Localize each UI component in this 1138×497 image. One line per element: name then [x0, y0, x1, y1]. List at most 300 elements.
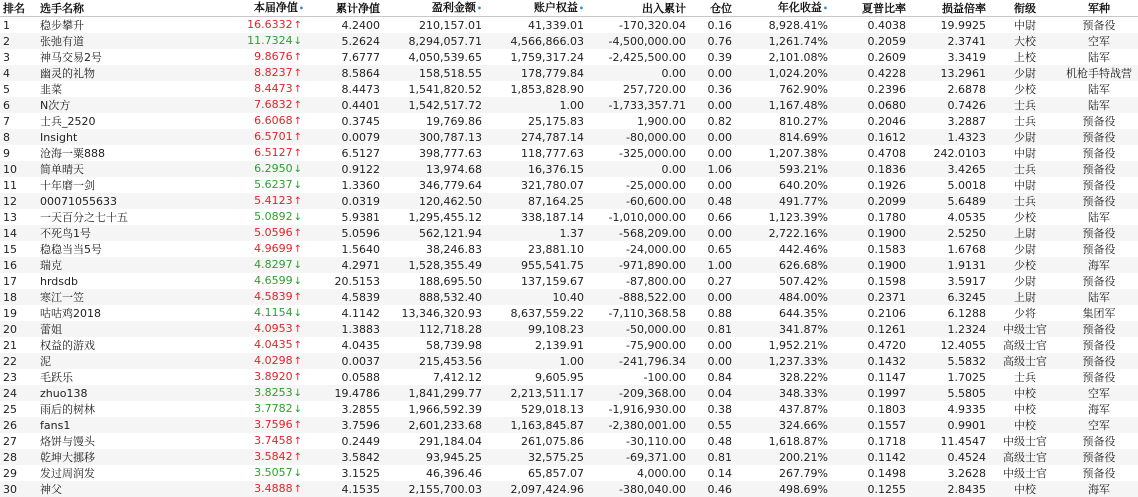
- cell-pl-ratio: 5.6489: [910, 193, 990, 209]
- cell-rank-title: 少尉: [990, 129, 1060, 145]
- cell-position: 0.36: [690, 81, 736, 97]
- cell-rank-title: 中尉: [990, 145, 1060, 161]
- arrow-up-icon: ↑: [294, 148, 302, 159]
- cell-corps: 预备役: [1060, 145, 1138, 161]
- table-row[interactable]: [0, 257, 1138, 273]
- cell-flow: 257,720.00: [588, 81, 690, 97]
- cell-cum-nav: 4.2400: [308, 17, 384, 34]
- table-row[interactable]: [0, 17, 1138, 34]
- header-sharpe[interactable]: 夏普比率: [832, 0, 910, 17]
- cell-position: 0.00: [690, 97, 736, 113]
- cell-annual: 341.87%: [736, 321, 832, 337]
- header-rank-title[interactable]: 衔级: [990, 0, 1060, 17]
- cell-rank: 13: [0, 209, 36, 225]
- cell-equity: 9,605.95: [486, 369, 588, 385]
- table-row[interactable]: [0, 145, 1138, 161]
- cell-sharpe: 0.1261: [832, 321, 910, 337]
- cell-cum-nav: 3.2855: [308, 401, 384, 417]
- cell-sharpe: 0.1900: [832, 225, 910, 241]
- cell-nav: [204, 241, 308, 257]
- arrow-down-icon: ↓: [294, 164, 302, 175]
- nav-value: 3.4888: [254, 482, 293, 495]
- cell-equity: 2,139.91: [486, 337, 588, 353]
- cell-profit: 1,542,517.72: [384, 97, 486, 113]
- cell-annual: 1,167.48%: [736, 97, 832, 113]
- cell-player-name[interactable]: 雨后的树林: [36, 401, 204, 417]
- cell-position: 0.65: [690, 241, 736, 257]
- cell-flow: -1,010,000.00: [588, 209, 690, 225]
- header-pl-ratio[interactable]: 损益倍率: [910, 0, 990, 17]
- cell-cum-nav: 1.3883: [308, 321, 384, 337]
- table-row[interactable]: [0, 337, 1138, 353]
- cell-position: 0.46: [690, 481, 736, 497]
- cell-pl-ratio: 13.2961: [910, 65, 990, 81]
- cell-player-name[interactable]: 神马交易2号: [36, 49, 204, 65]
- cell-profit: 210,157.01: [384, 17, 486, 34]
- cell-annual: 2,722.16%: [736, 225, 832, 241]
- cell-position: 1.00: [690, 257, 736, 273]
- nav-value: 6.2950: [254, 162, 293, 175]
- cell-nav: [204, 81, 308, 97]
- header-equity[interactable]: 账户权益•: [486, 0, 588, 17]
- cell-rank: 25: [0, 401, 36, 417]
- cell-player-name[interactable]: 稳稳当当5号: [36, 241, 204, 257]
- cell-cum-nav: 6.5127: [308, 145, 384, 161]
- cell-sharpe: 0.1997: [832, 385, 910, 401]
- cell-sharpe: 0.1803: [832, 401, 910, 417]
- header-corps[interactable]: 军种: [1060, 0, 1138, 17]
- table-row[interactable]: [0, 481, 1138, 497]
- arrow-down-icon: ↓: [294, 276, 302, 287]
- nav-value: 6.6068: [254, 114, 293, 127]
- cell-cum-nav: 0.4401: [308, 97, 384, 113]
- cell-rank-title: 中校: [990, 481, 1060, 497]
- cell-flow: -69,371.00: [588, 449, 690, 465]
- cell-flow: -241,796.34: [588, 353, 690, 369]
- cell-sharpe: 0.1598: [832, 273, 910, 289]
- cell-rank-title: 高级士官: [990, 449, 1060, 465]
- cell-flow: -80,000.00: [588, 129, 690, 145]
- cell-nav: [204, 225, 308, 241]
- cell-sharpe: 0.4720: [832, 337, 910, 353]
- cell-pl-ratio: 19.9925: [910, 17, 990, 34]
- cell-corps: 预备役: [1060, 17, 1138, 34]
- cell-flow: -1,916,930.00: [588, 401, 690, 417]
- arrow-up-icon: ↑: [294, 452, 302, 463]
- cell-equity: 178,779.84: [486, 65, 588, 81]
- cell-cum-nav: 4.1142: [308, 305, 384, 321]
- cell-flow: -325,000.00: [588, 145, 690, 161]
- cell-sharpe: 0.1255: [832, 481, 910, 497]
- cell-equity: 1.00: [486, 97, 588, 113]
- cell-sharpe: 0.1926: [832, 177, 910, 193]
- cell-position: 0.38: [690, 401, 736, 417]
- cell-flow: -87,800.00: [588, 273, 690, 289]
- cell-equity: 2,213,511.17: [486, 385, 588, 401]
- cell-rank: 20: [0, 321, 36, 337]
- cell-nav: [204, 17, 308, 34]
- table-row[interactable]: [0, 305, 1138, 321]
- cell-position: 0.84: [690, 369, 736, 385]
- cell-player-name[interactable]: 韭菜: [36, 81, 204, 97]
- cell-equity: 321,780.07: [486, 177, 588, 193]
- sort-indicator-icon: •: [579, 4, 584, 13]
- cell-cum-nav: 3.7596: [308, 417, 384, 433]
- nav-value: 3.8253: [254, 386, 293, 399]
- cell-player-name[interactable]: 沧海一粟888: [36, 145, 204, 161]
- cell-player-name[interactable]: 稳步攀升: [36, 17, 204, 34]
- cell-nav: [204, 465, 308, 481]
- cell-flow: -7,110,368.58: [588, 305, 690, 321]
- cell-flow: -568,209.00: [588, 225, 690, 241]
- cell-annual: 507.42%: [736, 273, 832, 289]
- cell-rank-title: 士兵: [990, 193, 1060, 209]
- cell-corps: 预备役: [1060, 433, 1138, 449]
- cell-pl-ratio: 1.2324: [910, 321, 990, 337]
- cell-rank-title: 士兵: [990, 369, 1060, 385]
- cell-sharpe: 0.2396: [832, 81, 910, 97]
- table-row[interactable]: [0, 417, 1138, 433]
- cell-pl-ratio: 5.5805: [910, 385, 990, 401]
- table-row[interactable]: [0, 113, 1138, 129]
- cell-rank-title: 士兵: [990, 97, 1060, 113]
- cell-position: 0.00: [690, 145, 736, 161]
- cell-cum-nav: 1.3360: [308, 177, 384, 193]
- table-row[interactable]: [0, 465, 1138, 481]
- nav-value: 3.5842: [254, 450, 293, 463]
- nav-value: 4.8297: [254, 258, 293, 271]
- cell-flow: -888,522.00: [588, 289, 690, 305]
- table-row[interactable]: [0, 129, 1138, 145]
- cell-pl-ratio: 1.4323: [910, 129, 990, 145]
- cell-corps: 预备役: [1060, 273, 1138, 289]
- cell-position: 0.81: [690, 449, 736, 465]
- cell-profit: 215,453.56: [384, 353, 486, 369]
- cell-cum-nav: 8.4473: [308, 81, 384, 97]
- cell-nav: [204, 113, 308, 129]
- cell-nav: [204, 481, 308, 497]
- header-flow[interactable]: 出入累计: [588, 0, 690, 17]
- table-row[interactable]: [0, 385, 1138, 401]
- cell-equity: 99,108.23: [486, 321, 588, 337]
- cell-equity: 41,339.01: [486, 17, 588, 34]
- arrow-up-icon: ↑: [294, 52, 302, 63]
- cell-position: 0.82: [690, 113, 736, 129]
- arrow-up-icon: ↑: [294, 196, 302, 207]
- cell-corps: 海军: [1060, 257, 1138, 273]
- cell-pl-ratio: 3.5917: [910, 273, 990, 289]
- cell-corps: 预备役: [1060, 193, 1138, 209]
- cell-corps: 陆军: [1060, 209, 1138, 225]
- cell-player-name[interactable]: 幽灵的礼物: [36, 65, 204, 81]
- cell-flow: 0.00: [588, 65, 690, 81]
- cell-position: 0.48: [690, 433, 736, 449]
- cell-rank-title: 中尉: [990, 177, 1060, 193]
- cell-annual: 1,618.87%: [736, 433, 832, 449]
- cell-rank-title: 中级士官: [990, 433, 1060, 449]
- cell-player-name[interactable]: hrdsdb: [36, 273, 204, 289]
- sort-indicator-icon: •: [477, 4, 482, 13]
- cell-annual: 593.21%: [736, 161, 832, 177]
- cell-rank-title: 上尉: [990, 289, 1060, 305]
- cell-flow: -4,500,000.00: [588, 33, 690, 49]
- nav-value: 3.5057: [254, 466, 293, 479]
- cell-player-name[interactable]: 神父: [36, 481, 204, 497]
- table-row[interactable]: [0, 353, 1138, 369]
- cell-nav: [204, 65, 308, 81]
- nav-value: 4.0298: [254, 354, 293, 367]
- cell-player-name[interactable]: 烙饼与馒头: [36, 433, 204, 449]
- cell-pl-ratio: 0.9901: [910, 417, 990, 433]
- cell-position: 0.00: [690, 337, 736, 353]
- header-cum-nav[interactable]: 累计净值: [308, 0, 384, 17]
- arrow-down-icon: ↓: [294, 404, 302, 415]
- cell-flow: -100.00: [588, 369, 690, 385]
- cell-rank-title: 高级士官: [990, 353, 1060, 369]
- cell-profit: 1,966,592.39: [384, 401, 486, 417]
- table-row[interactable]: [0, 369, 1138, 385]
- table-row[interactable]: [0, 81, 1138, 97]
- cell-nav: [204, 449, 308, 465]
- table-row[interactable]: [0, 49, 1138, 65]
- cell-cum-nav: 0.0588: [308, 369, 384, 385]
- cell-sharpe: 0.2099: [832, 193, 910, 209]
- cell-rank: 24: [0, 385, 36, 401]
- header-name[interactable]: 选手名称: [36, 0, 204, 17]
- cell-player-name[interactable]: zhuo138: [36, 385, 204, 401]
- cell-annual: 267.79%: [736, 465, 832, 481]
- cell-profit: 13,974.68: [384, 161, 486, 177]
- table-row[interactable]: [0, 401, 1138, 417]
- cell-annual: 348.33%: [736, 385, 832, 401]
- arrow-up-icon: ↑: [294, 228, 302, 239]
- cell-player-name[interactable]: 泥: [36, 353, 204, 369]
- cell-nav: [204, 193, 308, 209]
- cell-player-name[interactable]: fans1: [36, 417, 204, 433]
- cell-player-name[interactable]: 蕾姐: [36, 321, 204, 337]
- cell-rank-title: 中校: [990, 385, 1060, 401]
- cell-pl-ratio: 2.8435: [910, 481, 990, 497]
- cell-flow: -380,040.00: [588, 481, 690, 497]
- header-rank[interactable]: 排名: [0, 0, 36, 17]
- cell-annual: 8,928.41%: [736, 17, 832, 34]
- cell-sharpe: 0.2609: [832, 49, 910, 65]
- nav-value: 3.8920: [254, 370, 293, 383]
- cell-player-name[interactable]: 寒江一笠: [36, 289, 204, 305]
- cell-nav: [204, 321, 308, 337]
- cell-rank: 21: [0, 337, 36, 353]
- cell-corps: 陆军: [1060, 49, 1138, 65]
- cell-profit: 46,396.46: [384, 465, 486, 481]
- cell-rank-title: 少尉: [990, 241, 1060, 257]
- cell-flow: -25,000.00: [588, 177, 690, 193]
- cell-player-name[interactable]: 00071055633: [36, 193, 204, 209]
- cell-flow: -24,000.00: [588, 241, 690, 257]
- table-header-row: [0, 0, 1138, 17]
- cell-player-name[interactable]: 士兵_2520: [36, 113, 204, 129]
- cell-flow: -30,110.00: [588, 433, 690, 449]
- cell-rank: 1: [0, 17, 36, 34]
- cell-position: 0.39: [690, 49, 736, 65]
- cell-equity: 1.00: [486, 353, 588, 369]
- cell-rank-title: 少将: [990, 305, 1060, 321]
- cell-player-name[interactable]: 权益的游戏: [36, 337, 204, 353]
- cell-position: 0.00: [690, 225, 736, 241]
- cell-nav: [204, 177, 308, 193]
- arrow-up-icon: ↑: [294, 68, 302, 79]
- cell-sharpe: 0.4228: [832, 65, 910, 81]
- cell-position: 0.66: [690, 209, 736, 225]
- cell-player-name[interactable]: 张弛有道: [36, 33, 204, 49]
- cell-player-name[interactable]: 十年磨一剑: [36, 177, 204, 193]
- table-row[interactable]: [0, 433, 1138, 449]
- arrow-down-icon: ↓: [294, 212, 302, 223]
- cell-profit: 300,787.13: [384, 129, 486, 145]
- cell-position: 0.00: [690, 289, 736, 305]
- cell-player-name[interactable]: Insight: [36, 129, 204, 145]
- cell-pl-ratio: 4.9335: [910, 401, 990, 417]
- cell-profit: 2,155,700.03: [384, 481, 486, 497]
- table-row[interactable]: [0, 449, 1138, 465]
- table-row[interactable]: [0, 225, 1138, 241]
- cell-annual: 640.20%: [736, 177, 832, 193]
- cell-rank-title: 中校: [990, 401, 1060, 417]
- cell-annual: 200.21%: [736, 449, 832, 465]
- cell-rank: 2: [0, 33, 36, 49]
- cell-profit: 1,295,455.12: [384, 209, 486, 225]
- table-row[interactable]: [0, 241, 1138, 257]
- cell-corps: 机枪手特战营: [1060, 65, 1138, 81]
- cell-annual: 1,207.38%: [736, 145, 832, 161]
- cell-pl-ratio: 242.0103: [910, 145, 990, 161]
- cell-flow: -2,380,001.00: [588, 417, 690, 433]
- cell-cum-nav: 0.0037: [308, 353, 384, 369]
- cell-corps: 陆军: [1060, 81, 1138, 97]
- cell-equity: 2,097,424.96: [486, 481, 588, 497]
- table-row[interactable]: [0, 321, 1138, 337]
- cell-pl-ratio: 5.5832: [910, 353, 990, 369]
- cell-equity: 1,163,845.87: [486, 417, 588, 433]
- cell-flow: -50,000.00: [588, 321, 690, 337]
- nav-value: 8.8237: [254, 66, 293, 79]
- cell-corps: 海军: [1060, 481, 1138, 497]
- table-row[interactable]: [0, 97, 1138, 113]
- header-annual[interactable]: 年化收益•: [736, 0, 832, 17]
- cell-annual: 762.90%: [736, 81, 832, 97]
- cell-player-name[interactable]: 瑞克: [36, 257, 204, 273]
- cell-profit: 188,695.50: [384, 273, 486, 289]
- cell-rank-title: 中校: [990, 417, 1060, 433]
- cell-cum-nav: 4.0435: [308, 337, 384, 353]
- cell-player-name[interactable]: 一天百分之七十五: [36, 209, 204, 225]
- cell-sharpe: 0.1557: [832, 417, 910, 433]
- cell-profit: 38,246.83: [384, 241, 486, 257]
- cell-rank: 19: [0, 305, 36, 321]
- cell-pl-ratio: 0.7426: [910, 97, 990, 113]
- table-row[interactable]: [0, 273, 1138, 289]
- arrow-down-icon: ↓: [294, 180, 302, 191]
- cell-player-name[interactable]: 乾坤大挪移: [36, 449, 204, 465]
- arrow-up-icon: ↑: [294, 132, 302, 143]
- cell-annual: 644.35%: [736, 305, 832, 321]
- arrow-up-icon: ↑: [294, 340, 302, 351]
- arrow-down-icon: ↓: [294, 308, 302, 319]
- cell-player-name[interactable]: 发过周润发: [36, 465, 204, 481]
- cell-nav: [204, 145, 308, 161]
- cell-corps: 空军: [1060, 417, 1138, 433]
- nav-value: 5.6237: [254, 178, 293, 191]
- arrow-up-icon: ↑: [294, 420, 302, 431]
- cell-profit: 13,346,320.93: [384, 305, 486, 321]
- cell-player-name[interactable]: 咕咕鸡2018: [36, 305, 204, 321]
- table-row[interactable]: [0, 33, 1138, 49]
- cell-position: 0.00: [690, 129, 736, 145]
- cell-nav: [204, 417, 308, 433]
- cell-flow: -75,900.00: [588, 337, 690, 353]
- table-row[interactable]: [0, 209, 1138, 225]
- cell-cum-nav: 0.0079: [308, 129, 384, 145]
- cell-cum-nav: 8.5864: [308, 65, 384, 81]
- nav-value: 4.0953: [254, 322, 293, 335]
- cell-nav: [204, 257, 308, 273]
- nav-value: 11.7324: [247, 34, 293, 47]
- cell-player-name[interactable]: N次方: [36, 97, 204, 113]
- cell-corps: 陆军: [1060, 289, 1138, 305]
- arrow-up-icon: ↑: [294, 372, 302, 383]
- cell-rank-title: 少校: [990, 209, 1060, 225]
- cell-position: 0.16: [690, 17, 736, 34]
- cell-flow: 1,900.00: [588, 113, 690, 129]
- arrow-down-icon: ↓: [294, 468, 302, 479]
- cell-player-name[interactable]: 毛跃乐: [36, 369, 204, 385]
- cell-rank-title: 大校: [990, 33, 1060, 49]
- cell-nav: [204, 209, 308, 225]
- cell-rank: 14: [0, 225, 36, 241]
- table-row[interactable]: [0, 289, 1138, 305]
- nav-value: 6.5701: [254, 130, 293, 143]
- cell-corps: 海军: [1060, 401, 1138, 417]
- cell-sharpe: 0.4038: [832, 17, 910, 34]
- cell-flow: 4,000.00: [588, 465, 690, 481]
- cell-player-name[interactable]: 简单晴天: [36, 161, 204, 177]
- cell-equity: 1,759,317.24: [486, 49, 588, 65]
- table-row[interactable]: [0, 193, 1138, 209]
- cell-position: 0.76: [690, 33, 736, 49]
- cell-sharpe: 0.2046: [832, 113, 910, 129]
- nav-value: 3.7782: [254, 402, 293, 415]
- table-row[interactable]: [0, 65, 1138, 81]
- cell-position: 0.00: [690, 65, 736, 81]
- cell-annual: 2,101.08%: [736, 49, 832, 65]
- cell-annual: 1,123.39%: [736, 209, 832, 225]
- cell-pl-ratio: 2.6878: [910, 81, 990, 97]
- cell-annual: 810.27%: [736, 113, 832, 129]
- header-position[interactable]: 仓位: [690, 0, 736, 17]
- cell-annual: 324.66%: [736, 417, 832, 433]
- header-profit[interactable]: 盈利金额•: [384, 0, 486, 17]
- cell-corps: 空军: [1060, 385, 1138, 401]
- nav-value: 9.8676: [254, 50, 293, 63]
- table-row[interactable]: [0, 161, 1138, 177]
- cell-profit: 562,121.94: [384, 225, 486, 241]
- cell-equity: 274,787.14: [486, 129, 588, 145]
- table-row[interactable]: [0, 177, 1138, 193]
- cell-sharpe: 0.4708: [832, 145, 910, 161]
- cell-player-name[interactable]: 不死鸟1号: [36, 225, 204, 241]
- header-nav[interactable]: 本届净值•: [204, 0, 308, 17]
- cell-cum-nav: 0.2449: [308, 433, 384, 449]
- cell-pl-ratio: 6.1288: [910, 305, 990, 321]
